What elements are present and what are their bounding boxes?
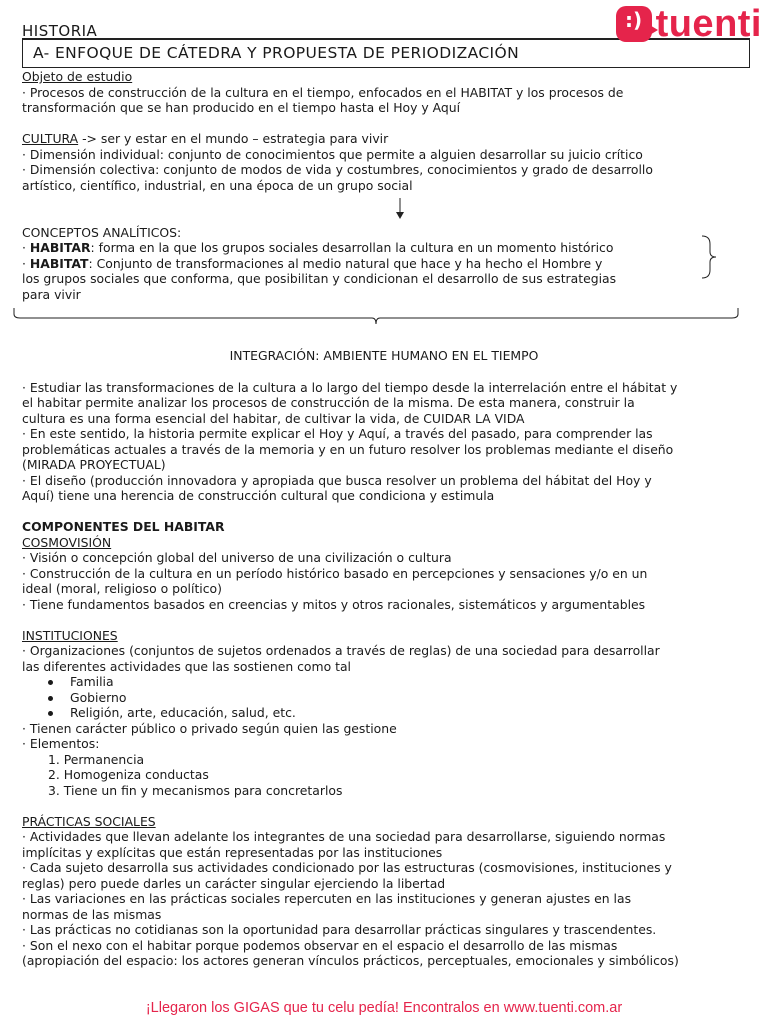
cosmovision-heading: COSMOVISIÓN (22, 535, 112, 550)
section-label: HISTORIA (22, 22, 98, 40)
text-line: · Procesos de construcción de la cultura en el tiempo, enfocados en el HABITAT y los procesos de (22, 85, 624, 100)
habitat-line: · HABITAT: Conjunto de transformaciones al medio natural que hace y ha hecho el Hombre y (22, 256, 603, 271)
text-line: implícitas y explícitas que están representadas por las instituciones (22, 845, 443, 860)
bullet-icon (48, 711, 53, 716)
text-line: · Visión o concepción global del universo de una civilización o cultura (22, 550, 452, 565)
text-line: (MIRADA PROYECTUAL) (22, 457, 166, 472)
text-line: cultura es una forma esencial del habitar, de cultivar la vida, de CUIDAR LA VIDA (22, 411, 525, 426)
cultura-heading: CULTURA (22, 131, 79, 146)
text-line: reglas) pero puede darles un carácter singular ejerciendo la libertad (22, 876, 446, 891)
text-line: · Tiene fundamentos basados en creencias y mitos y otros racionales, sistemáticos y argumentables (22, 597, 646, 612)
footer-ad-link[interactable]: ¡Llegaron los GIGAS que tu celu pedía! Encontralos en www.tuenti.com.ar (145, 1000, 623, 1016)
logo-symbol: :) (624, 8, 643, 32)
habitar-term: HABITAR (29, 240, 91, 255)
bullet-icon (48, 696, 53, 701)
text-line: · Son el nexo con el habitar porque podemos observar en el espacio el desarrollo de las mismas (22, 938, 618, 953)
text-line: normas de las mismas (22, 907, 162, 922)
text-line: · Las variaciones en las prácticas sociales repercuten en las instituciones y generan ajustes en las (22, 891, 632, 906)
text-line: para vivir (22, 287, 81, 302)
text-line: · Construcción de la cultura en un período histórico basado en percepciones y sensaciones y/o en un (22, 566, 648, 581)
text-line: · Elementos: (22, 736, 100, 751)
numbered-item: 2. Homogeniza conductas (48, 767, 209, 782)
down-arrow-icon (393, 197, 407, 221)
practicas-heading: PRÁCTICAS SOCIALES (22, 814, 156, 829)
text-line: el habitar permite analizar los procesos de construcción de la misma. De esta manera, construir la (22, 395, 635, 410)
text-line: las diferentes actividades que las sostienen como tal (22, 659, 351, 674)
page-title: A- ENFOQUE DE CÁTEDRA Y PROPUESTA DE PERIODIZACIÓN (33, 44, 520, 62)
list-item: Gobierno (70, 690, 127, 705)
list-item: Familia (70, 674, 114, 689)
text-line: (apropiación del espacio: los actores generan vínculos prácticos, perceptuales, emocionales y simbólicos) (22, 953, 679, 968)
logo-text: tuenti (655, 3, 762, 45)
text-line: problemáticas actuales a través de la memoria y en un futuro resolver los problemas mediante el diseño (22, 442, 674, 457)
text-line: · Dimensión colectiva: conjunto de modos de vida y costumbres, conocimientos y grado de desarrollo (22, 162, 653, 177)
tuenti-logo[interactable] (616, 4, 762, 44)
habitar-line: · HABITAR: forma en la que los grupos sociales desarrollan la cultura en un momento histórico (22, 240, 614, 255)
text-line: · Cada sujeto desarrolla sus actividades condicionado por las estructuras (cosmovisiones, instituciones y (22, 860, 672, 875)
conceptos-heading: CONCEPTOS ANALÍTICOS: (22, 225, 182, 240)
text-line: · Tienen carácter público o privado según quien las gestione (22, 721, 397, 736)
componentes-heading: COMPONENTES DEL HABITAR (22, 519, 225, 534)
text-line: transformación que se han producido en el tiempo hasta el Hoy y Aquí (22, 100, 461, 115)
instituciones-heading: INSTITUCIONES (22, 628, 118, 643)
numbered-item: 3. Tiene un fin y mecanismos para concretarlos (48, 783, 343, 798)
text-line: ideal (moral, religioso o político) (22, 581, 222, 596)
right-brace-icon (700, 234, 720, 280)
integracion-title: INTEGRACIÓN: AMBIENTE HUMANO EN EL TIEMPO (229, 348, 539, 363)
smiley-icon (616, 6, 652, 42)
list-item: Religión, arte, educación, salud, etc. (70, 705, 296, 720)
text-line: · Las prácticas no cotidianas son la oportunidad para desarrollar prácticas singulares y trascendentes. (22, 922, 657, 937)
habitat-term: HABITAT (29, 256, 89, 271)
text-line: los grupos sociales que conforma, que posibilitan y condicionan el desarrollo de sus estrategias (22, 271, 617, 286)
cultura-heading-line (22, 131, 388, 147)
objeto-heading: Objeto de estudio (22, 69, 133, 84)
text-line: · En este sentido, la historia permite explicar el Hoy y Aquí, a través del pasado, para comprender las (22, 426, 653, 441)
text-line: artístico, científico, industrial, en una época de un grupo social (22, 178, 413, 193)
text-line: · Dimensión individual: conjunto de conocimientos que permite a alguien desarrollar su juicio crítico (22, 147, 643, 162)
text-line: Aquí) tiene una herencia de construcción cultural que condiciona y estimula (22, 488, 495, 503)
text-line: · Actividades que llevan adelante los integrantes de una sociedad para desarrollarse, siguiendo normas (22, 829, 666, 844)
bullet-icon (48, 680, 53, 685)
text-line: · Estudiar las transformaciones de la cultura a lo largo del tiempo desde la interrelación entre el hábitat y (22, 380, 678, 395)
cultura-heading-rest: -> ser y estar en el mundo – estrategia para vivir (78, 131, 389, 146)
text-line: · El diseño (producción innovadora y apropiada que busca resolver un problema del hábitat del Hoy y (22, 473, 652, 488)
numbered-item: 1. Permanencia (48, 752, 145, 767)
text-line: · Organizaciones (conjuntos de sujetos ordenados a través de reglas) de una sociedad para desarrollar (22, 643, 660, 658)
bottom-brace-icon (12, 306, 744, 328)
